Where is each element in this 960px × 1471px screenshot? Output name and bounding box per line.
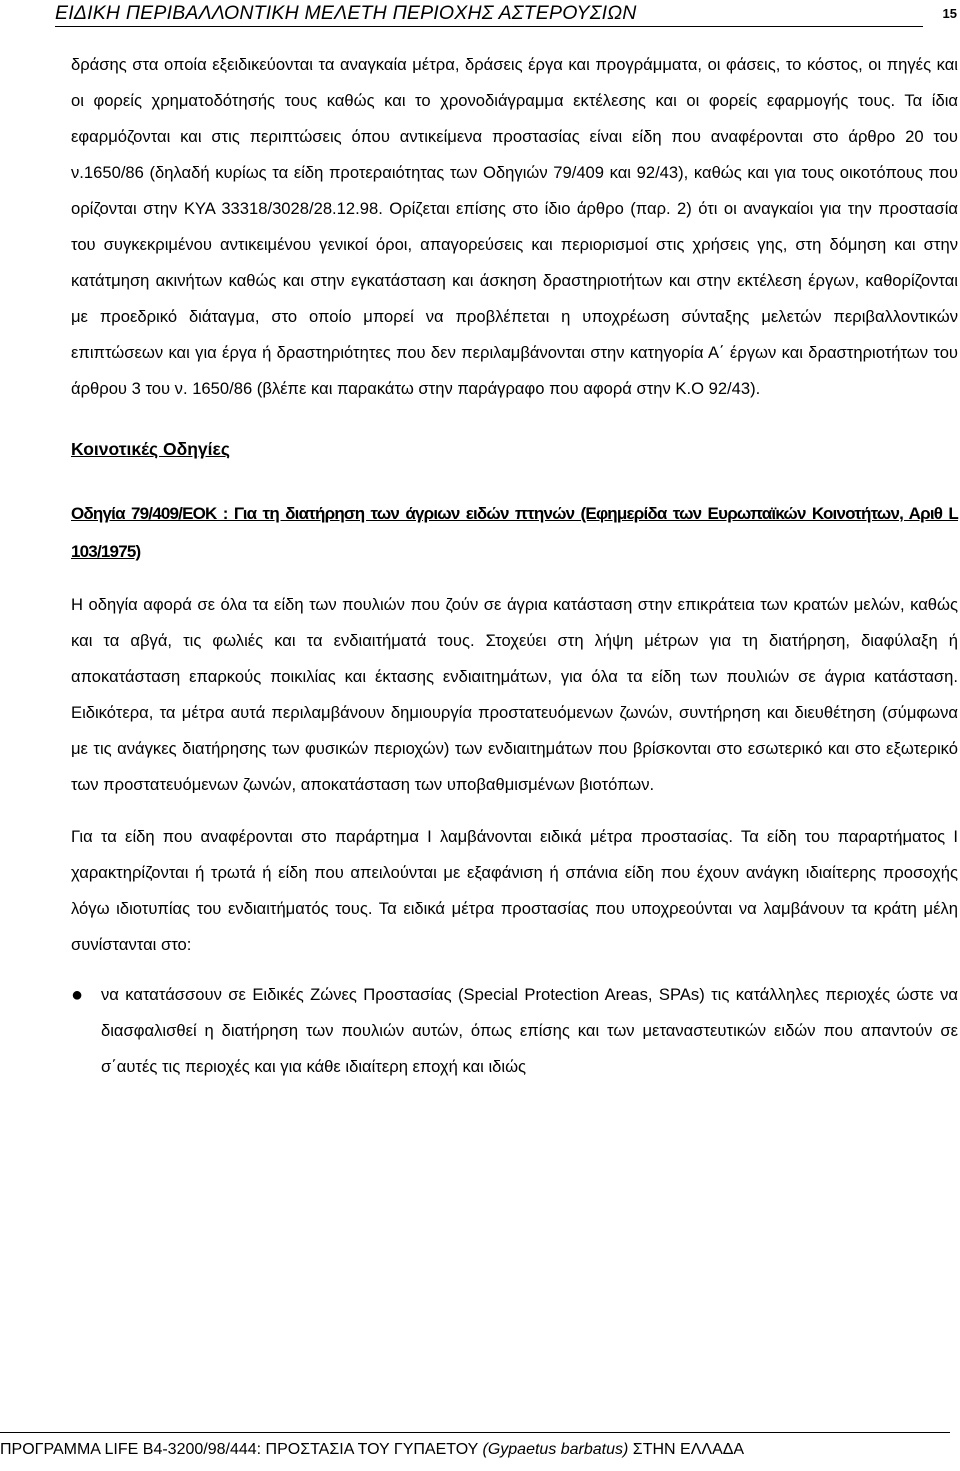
body-paragraph: Η οδηγία αφορά σε όλα τα είδη των πουλιών που ζούν σε άγρια κατάσταση στην επικράτεια των κρατών μελών, καθώς και τα αβγά, τις φωλιές και τα ενδιαιτήματά τους. Στοχεύει στη λήψη μέτρων για τη διατήρηση, διαφύλαξη ή αποκατάσταση επαρκούς ποικιλίας και έκτασης ενδιαιτημάτων, για όλα τα είδη των πουλιών σε άγρια κατάσταση. Ειδικότερα, τα μέτρα αυτά περιλαμβάνουν δημιουργία προστατευόμενων ζωνών, συντήρηση και διευθέτηση (σύμφωνα με τις ανάγκες διατήρησης των φυσικών περιοχών) των ενδιαιτημάτων που βρίσκονται στο εσωτερικό και στο εξωτερικό των προστατευόμενων ζωνών, αποκατάσταση των υποβαθμισμένων βιοτόπων. — [71, 595, 958, 794]
body-paragraph: δράσης στα οποία εξειδικεύονται τα αναγκαία μέτρα, δράσεις έργα και προγράμματα, οι φάσεις, το κόστος, οι πηγές και οι φορείς χρηματοδότησής τους καθώς και το χρονοδιάγραμμα εκτέλεσης και οι φορείς εφαρμογής τους. Τα ίδια εφαρμόζονται και στις περιπτώσεις όπου αντικείμενα προστασίας είναι είδη που αναφέρονται στο άρθρο 20 του ν.1650/86 (δηλαδή κυρίως τα είδη προτεραιότητας των Οδηγιών 79/409 και 92/43), καθώς και για τους οικοτόπους που ορίζονται στην ΚΥΑ 33318/3028/28.12.98. Ορίζεται επίσης στο ίδιο άρθρο (παρ. 2) ότι οι αναγκαίοι για την προστασία του συγκεκριμένου αντικειμένου γενικοί όροι, απαγορεύσεις και περιορισμοί στις χρήσεις γης, στη δόμηση και στην κατάτμηση ακινήτων καθώς και στην εγκατάσταση και άσκηση δραστηριοτήτων και στην εκτέλεση έργων, καθορίζονται με προεδρικό διάταγμα, στο οποίο μπορεί να προβλέπεται η υποχρέωση σύνταξης μελετών περιβαλλοντικών επιπτώσεων και για έργα ή δραστηριότητες που δεν περιλαμβάνονται στην κατηγορία Α΄ έργων και δραστηριοτήτων του άρθρου 3 του ν. 1650/86 (βλέπε και παρακάτω στην παράγραφο που αφορά στην Κ.Ο 92/43). — [71, 55, 958, 398]
footer-text — [0, 1441, 744, 1459]
page-header — [55, 0, 957, 27]
page-footer — [0, 1432, 950, 1471]
page-number: 15 — [942, 6, 957, 21]
document-body — [71, 47, 958, 1085]
header-title: ΕΙΔΙΚΗ ΠΕΡΙΒΑΛΛΟΝΤΙΚΗ ΜΕΛΕΤΗ ΠΕΡΙΟΧΗΣ ΑΣΤΕΡΟΥΣΙΩΝ — [55, 2, 637, 24]
bullet-text: να κατατάσσουν σε Ειδικές Ζώνες Προστασίας (Special Protection Areas, SPAs) τις κατάλληλες περιοχές ώστε να διασφαλισθεί η διατήρηση των πουλιών αυτών, όπως επίσης και των μεταναστευτικών ειδών που απαντούν σε σ΄αυτές τις περιοχές και για κάθε ιδιαίτερη εποχή και ιδιώς — [101, 985, 958, 1076]
footer-program: ΠΡΟΓΡΑΜΜΑ LIFE B4-3200/98/444: ΠΡΟΣΤΑΣΙΑ ΤΟΥ ΓΥΠΑΕΤΟΥ — [0, 1441, 483, 1458]
section-title: Κοινοτικές Οδηγίες — [71, 439, 230, 459]
body-paragraph: Για τα είδη που αναφέρονται στο παράρτημα Ι λαμβάνονται ειδικά μέτρα προστασίας. Τα είδη του παραρτήματος Ι χαρακτηρίζονται ή τρωτά ή είδη που απειλούνται με εξαφάνιση ή σπάνια είδη που έχουν ανάγκη ιδιαίτερης προσοχής λόγω ιδιοτυπίας του ενδιαιτήματός τους. Τα ειδικά μέτρα προστασίας που υποχρεούνται να λαμβάνουν τα κράτη μέλη συνίστανται στο: — [71, 827, 958, 954]
bullet-icon: ● — [71, 984, 84, 1006]
directive-title: Οδηγία 79/409/ΕΟΚ : Για τη διατήρηση των άγριων ειδών πτηνών (Εφημερίδα των Ευρωπαϊκών Κοινοτήτων, Αριθ L 103/1975) — [71, 504, 958, 561]
bullet-list-item — [71, 977, 958, 1085]
footer-country: ΣΤΗΝ ΕΛΛΑΔΑ — [628, 1441, 745, 1458]
footer-species: (Gypaetus barbatus) — [482, 1441, 629, 1458]
